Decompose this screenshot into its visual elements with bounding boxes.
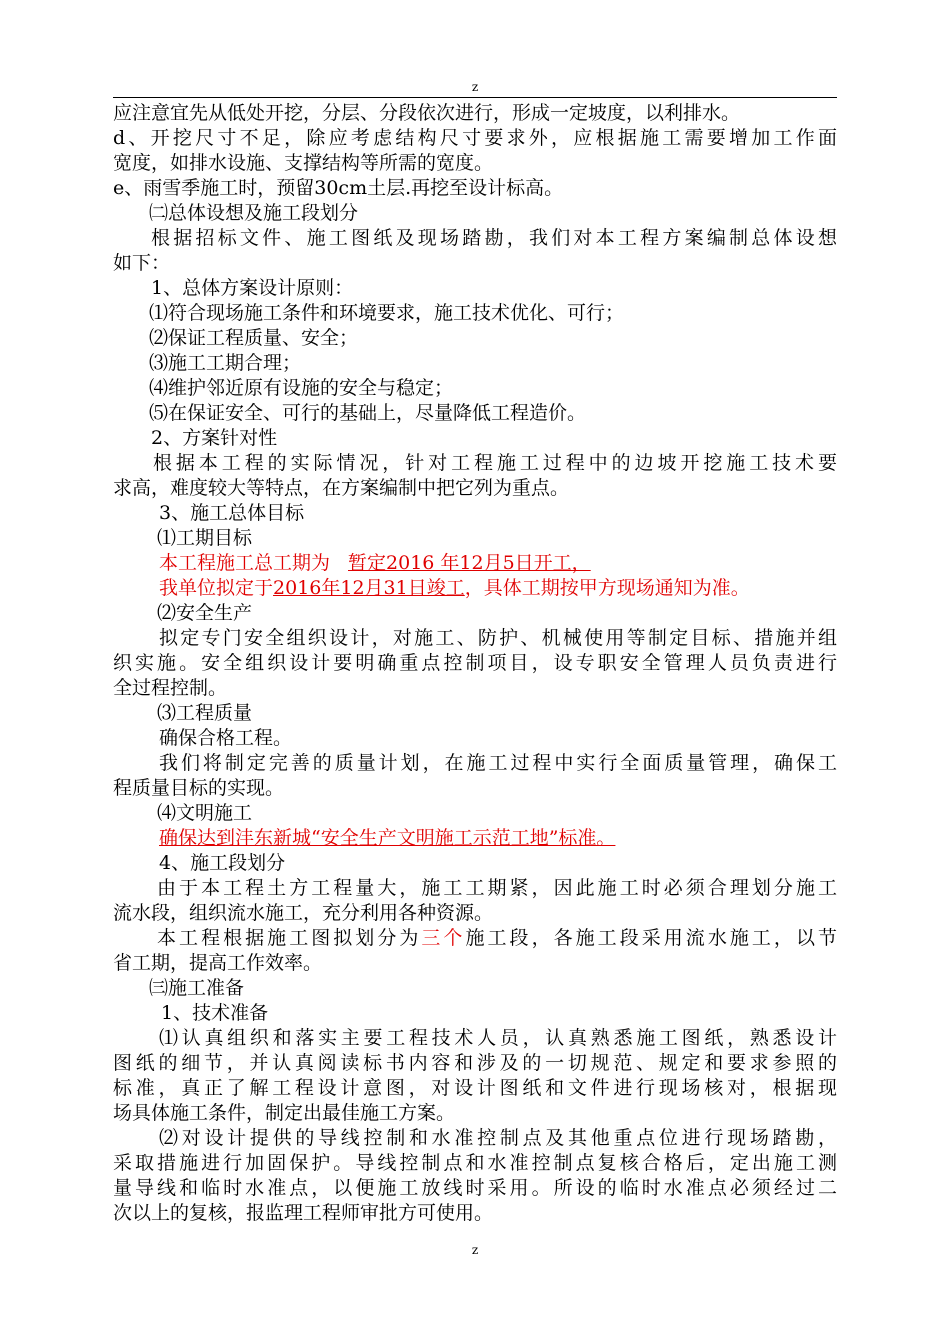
paragraph-line: 拟定专门安全组织设计，对施工、防护、机械使用等制定目标、措施并组 (159, 627, 837, 649)
paragraph-line: 流水段，组织流水施工，充分利用各种资源。 (113, 902, 494, 924)
schedule-text: 我单位拟定于 (159, 577, 274, 599)
subsection-heading: 2、方案针对性 (151, 427, 278, 449)
paragraph-line: e、雨雪季施工时，预留30cm土层.再挖至设计标高。 (113, 177, 564, 199)
paragraph-line: 由于本工程土方工程量大，施工工期紧，因此施工时必须合理划分施工 (157, 877, 837, 899)
list-item: ⑶施工工期合理； (149, 352, 302, 374)
list-item: ⑷文明施工 (157, 802, 253, 824)
section-heading: ㈢施工准备 (149, 977, 245, 999)
paragraph-line: 根据本工程的实际情况，针对工程施工过程中的边坡开挖施工技术要 (153, 452, 837, 474)
schedule-line-2 (113, 576, 837, 601)
schedule-line-1 (113, 551, 837, 576)
list-item: ⑸在保证安全、可行的基础上，尽量降低工程造价。 (149, 402, 587, 424)
paragraph-line: 程质量目标的实现。 (113, 777, 285, 799)
schedule-text: ，具体工期按甲方现场通知为准。 (464, 577, 750, 599)
list-item: ⑴工期目标 (157, 527, 253, 549)
list-item: ⑵保证工程质量、安全； (149, 327, 359, 349)
section-heading: ㈡总体设想及施工段划分 (149, 202, 359, 224)
completion-date-underlined: 2016年12月31日竣工 (273, 577, 465, 599)
paragraph-line: 确保合格工程。 (159, 727, 293, 749)
paragraph-line: 我们将制定完善的质量计划，在施工过程中实行全面质量管理，确保工 (159, 752, 837, 774)
body-text (113, 101, 837, 1226)
paragraph-line: 量导线和临时水准点，以便施工放线时采用。所设的临时水准点必须经过二 (113, 1177, 837, 1199)
paragraph-line: 场具体施工条件，制定出最佳施工方案。 (113, 1102, 456, 1124)
paragraph-line: 宽度，如排水设施、支撑结构等所需的宽度。 (113, 152, 494, 174)
paragraph-line: 全过程控制。 (113, 677, 228, 699)
paragraph-line: 织实施。安全组织设计要明确重点控制项目，设专职安全管理人员负责进行 (113, 652, 837, 674)
paragraph-line: 图纸的细节，并认真阅读标书内容和涉及的一切规范、规定和要求参照的 (113, 1052, 837, 1074)
civilized-construction-standard (113, 826, 837, 851)
subsection-heading: 1、技术准备 (161, 1002, 269, 1024)
paragraph-line: 求高，难度较大等特点，在方案编制中把它列为重点。 (113, 477, 570, 499)
paragraph-line: 应注意宜先从低处开挖，分层、分段依次进行，形成一定坡度，以利排水。 (113, 102, 741, 124)
standard-text-underlined: 确保达到沣东新城“安全生产文明施工示范工地”标准。 (159, 827, 616, 849)
subsection-heading: 4、施工段划分 (159, 852, 286, 874)
start-date-underlined: 暂定2016 年12月5日开工， (348, 552, 591, 574)
list-item: ⑶工程质量 (157, 702, 253, 724)
subsection-heading: 3、施工总体目标 (159, 502, 305, 524)
paragraph-line (113, 926, 837, 951)
list-item: ⑴符合现场施工条件和环境要求，施工技术优化、可行； (149, 302, 625, 324)
page-footer-mark: z (471, 1243, 479, 1257)
paragraph-line: d、开挖尺寸不足，除应考虑结构尺寸要求外，应根据施工需要增加工作面 (113, 127, 837, 149)
paragraph-line: 标准，真正了解工程设计意图，对设计图纸和文件进行现场核对，根据现 (113, 1077, 837, 1099)
paragraph-line: 采取措施进行加固保护。导线控制点和水准控制点复核合格后，定出施工测 (113, 1152, 837, 1174)
paragraph-line: ⑵对设计提供的导线控制和水准控制点及其他重点位进行现场踏勘， (159, 1127, 837, 1149)
page-header-mark: z (471, 80, 479, 94)
paragraph-text: 本工程根据施工图拟划分为 (157, 927, 422, 949)
list-item: ⑵安全生产 (157, 602, 253, 624)
list-item: ⑷维护邻近原有设施的安全与稳定； (149, 377, 454, 399)
paragraph-line: 根据招标文件、施工图纸及现场踏勘，我们对本工程方案编制总体设想 (151, 227, 837, 249)
header-rule (113, 97, 837, 98)
paragraph-line: 如下： (113, 252, 171, 274)
paragraph-line: 次以上的复核，报监理工程师审批方可使用。 (113, 1202, 494, 1224)
paragraph-line: ⑴认真组织和落实主要工程技术人员，认真熟悉施工图纸，熟悉设计 (159, 1027, 837, 1049)
paragraph-text: 施工段，各施工段采用流水施工，以节 (465, 927, 837, 949)
highlight-three-segments: 三个 (421, 927, 466, 949)
schedule-text: 本工程施工总工期为 (159, 552, 331, 574)
paragraph-line: 省工期，提高工作效率。 (113, 952, 323, 974)
subsection-heading: 1、总体方案设计原则： (151, 277, 354, 299)
